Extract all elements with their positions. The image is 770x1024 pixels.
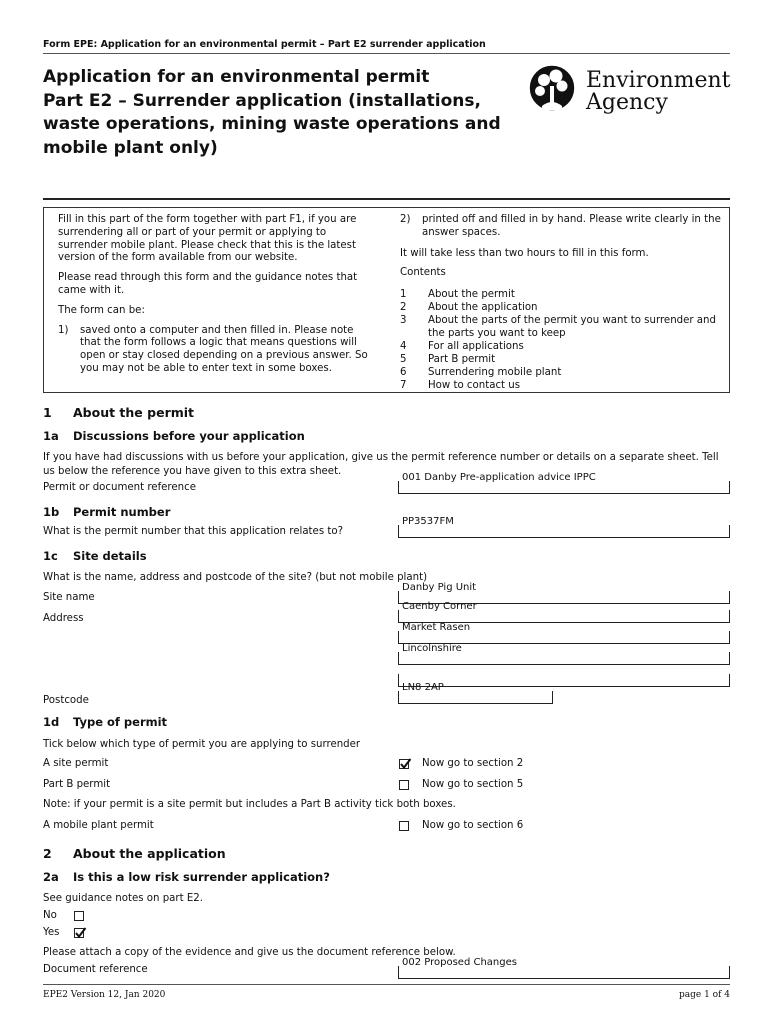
mobile-plant-permit-label: A mobile plant permit <box>43 820 154 831</box>
contents-item[interactable]: 5 Part B permit <box>400 354 496 366</box>
address-line-3-input[interactable]: Lincolnshire <box>398 652 730 665</box>
site-permit-label: A site permit <box>43 758 109 769</box>
intro-right-column <box>400 214 722 392</box>
permit-number-input[interactable]: PP3537FM <box>398 525 730 538</box>
address-line-4-input[interactable] <box>398 674 730 687</box>
address-line-2-input[interactable]: Market Rasen <box>398 631 730 644</box>
postcode-input[interactable]: LN8 2AP <box>398 691 553 704</box>
environment-agency-logo-icon <box>522 64 582 118</box>
form-option-1 <box>58 325 376 376</box>
intro-box <box>43 207 730 393</box>
site-name-label: Site name <box>43 592 95 603</box>
contents-item[interactable]: 6 Surrendering mobile plant <box>400 367 562 379</box>
address-line-1-input[interactable]: Caenby Corner <box>398 610 730 623</box>
intro-paragraph-2: Please read through this form and the guidance notes that came with it. <box>58 272 358 296</box>
low-risk-no-label: No <box>43 910 57 921</box>
option-number: 1) <box>58 324 69 336</box>
contents-item[interactable]: 7 How to contact us <box>400 380 521 392</box>
option-number: 2) <box>400 214 411 225</box>
logo-wordmark <box>586 70 731 114</box>
title-line-3: waste operations, mining waste operations and <box>43 114 501 134</box>
option-text: printed off and filled in by hand. Please write clearly in the answer spaces. <box>422 214 721 238</box>
site-details-question: What is the name, address and postcode of the site? (but not mobile plant) <box>43 572 428 583</box>
subsection-1a-heading: 1a Discussions before your application <box>43 429 305 443</box>
footer-divider <box>43 984 730 985</box>
contents-item[interactable]: 3 About the parts of the permit you want to surrender and the parts you want to keep <box>400 315 716 340</box>
subsection-1c-heading: 1c Site details <box>43 549 147 563</box>
low-risk-yes-label: Yes <box>43 927 60 938</box>
form-version: EPE2 Version 12, Jan 2020 <box>43 990 166 1000</box>
subsection-1d-heading: 1d Type of permit <box>43 715 168 729</box>
part-b-permit-checkbox[interactable] <box>399 780 409 790</box>
guidance-note: See guidance notes on part E2. <box>43 893 203 904</box>
title-line-4: mobile plant only) <box>43 137 218 158</box>
document-reference-label: Document reference <box>43 964 148 975</box>
intro-paragraph-1: Fill in this part of the form together with part F1, if you are surrendering all or part of your permit or applying to surrender mobile plant. Please check that this is the latest version of the form available from our website. <box>58 214 357 264</box>
contents-item[interactable]: 1 About the permit <box>400 289 515 301</box>
subsection-2a-heading: 2a Is this a low risk surrender application? <box>43 870 330 884</box>
permit-type-instruction: Tick below which type of permit you are applying to surrender <box>43 739 361 750</box>
section-2-heading: 2 About the application <box>43 846 226 861</box>
page-number: page 1 of 4 <box>679 990 730 1000</box>
title-line-2: Part E2 – Surrender application (installations, <box>43 90 481 111</box>
permit-type-note: Note: if your permit is a site permit but includes a Part B activity tick both boxes. <box>43 799 456 810</box>
site-permit-checkbox[interactable] <box>399 759 409 769</box>
intro-paragraph-3: The form can be: <box>58 304 145 316</box>
site-permit-next-step: Now go to section 2 <box>422 758 524 769</box>
page-title <box>43 66 513 160</box>
discussions-instructions: If you have had discussions with us before your application, give us the permit reference number or details on a separate sheet. Tell us below the reference you have given to this extra sheet. <box>43 452 719 477</box>
attach-evidence-instruction: Please attach a copy of the evidence and give us the document reference below. <box>43 947 456 958</box>
postcode-label: Postcode <box>43 695 89 706</box>
mobile-plant-next-step: Now go to section 6 <box>422 820 524 831</box>
title-line-1: Application for an environmental permit <box>43 67 430 87</box>
header-divider <box>43 53 730 54</box>
subsection-1b-heading: 1b Permit number <box>43 505 171 519</box>
time-note: It will take less than two hours to fill in this form. <box>400 247 649 259</box>
address-label: Address <box>43 613 84 624</box>
intro-left-column <box>58 214 376 376</box>
part-b-permit-label: Part B permit <box>43 779 111 790</box>
permit-reference-input[interactable]: 001 Danby Pre-application advice IPPC <box>398 481 730 494</box>
checkmark-icon <box>399 757 412 770</box>
logo-line-2: Agency <box>586 90 668 115</box>
section-1-heading: 1 About the permit <box>43 405 195 420</box>
part-b-next-step: Now go to section 5 <box>422 779 524 790</box>
site-name-input[interactable]: Danby Pig Unit <box>398 591 730 604</box>
permit-reference-label: Permit or document reference <box>43 482 196 493</box>
low-risk-no-checkbox[interactable] <box>74 911 84 921</box>
form-header: Form EPE: Application for an environmental permit – Part E2 surrender application <box>43 39 486 50</box>
low-risk-yes-checkbox[interactable] <box>74 928 84 938</box>
permit-number-label: What is the permit number that this application relates to? <box>43 526 344 537</box>
option-text: saved onto a computer and then filled in. Please note that the form follows a logic that means questions will open or stay closed depending on a previous answer. So you may not be able to enter text in some boxes. <box>80 324 368 374</box>
mobile-plant-permit-checkbox[interactable] <box>399 821 409 831</box>
contents-item[interactable]: 4 For all applications <box>400 341 524 353</box>
form-option-2 <box>400 214 722 240</box>
checkmark-icon <box>74 926 87 939</box>
logo-line-1: Environment <box>586 68 731 93</box>
contents-item[interactable]: 2 About the application <box>400 302 538 314</box>
document-reference-input[interactable]: 002 Proposed Changes <box>398 966 730 979</box>
contents-title: Contents <box>400 267 446 279</box>
title-divider <box>43 198 730 200</box>
